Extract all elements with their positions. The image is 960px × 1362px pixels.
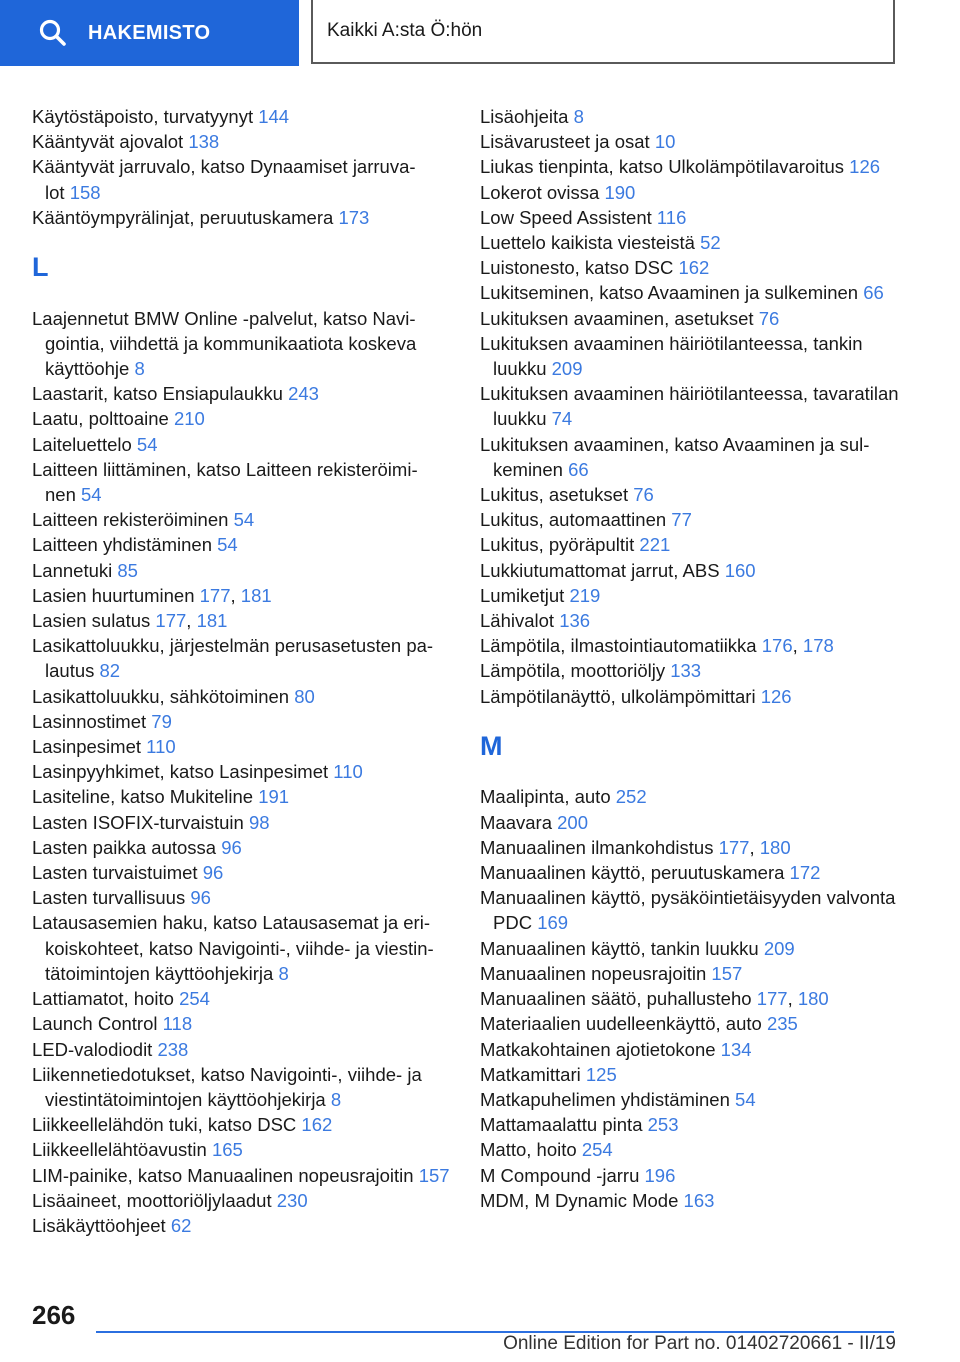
index-term: Laitteen yhdistäminen (32, 534, 212, 556)
index-entry (480, 608, 900, 633)
index-entry (32, 205, 452, 230)
index-term: Laitteen liittäminen, katso Laitteen rekisteröiminen (32, 458, 418, 506)
page-link[interactable]: 80 (294, 685, 315, 707)
page-link[interactable]: 116 (656, 206, 687, 228)
page-link[interactable]: 8 (330, 1088, 342, 1110)
index-term: Luettelo kaikista viesteistä (480, 232, 695, 254)
index-term: Luistonesto, katso DSC (480, 257, 674, 279)
page-link[interactable]: 8 (573, 106, 584, 127)
index-entry: Lämpötila, ilmastointiautomatiikka 176, 178 (480, 635, 834, 657)
index-entry (480, 205, 900, 230)
page-link[interactable]: 125 (585, 1063, 617, 1085)
page-link[interactable]: 144 (258, 106, 290, 127)
page-link[interactable]: 76 (758, 307, 780, 329)
index-term: Lasten paikka autossa (32, 836, 217, 858)
index-entry (480, 230, 900, 255)
index-term: Lukituksen avaaminen, asetukset (480, 307, 754, 329)
page-link[interactable]: 235 (766, 1013, 798, 1035)
index-entry (32, 835, 452, 860)
index-term: Kääntyvät ajovalot (32, 131, 184, 153)
index-term: Lämpötila, ilmastointiautomatiikka (480, 635, 757, 657)
index-entry (480, 331, 900, 381)
index-entry (480, 810, 900, 835)
index-entry (32, 1011, 452, 1036)
page-link[interactable]: 54 (233, 509, 255, 531)
index-term: Lattiamatot, hoito (32, 988, 174, 1010)
index-term: Kääntöympyrälinjat, peruutuskamera (32, 206, 334, 228)
page-link[interactable]: 133 (670, 660, 702, 682)
page-link[interactable]: 190 (604, 181, 636, 203)
index-entry (32, 810, 452, 835)
index-term: Lämpötila, moottoriöljy (480, 660, 666, 682)
page-link[interactable]: 219 (569, 584, 601, 606)
page-link[interactable]: 110 (146, 736, 176, 758)
page-link[interactable]: 173 (338, 206, 370, 228)
index-term: Maavara (480, 811, 552, 833)
page-link[interactable]: 82 (99, 660, 121, 682)
index-term: Launch Control (32, 1013, 158, 1035)
index-term: Liikkeellelähtöavustin (32, 1139, 207, 1161)
page-link[interactable]: 169 (537, 912, 569, 934)
index-term: Laastarit, katso Ensiapulaukku (32, 383, 283, 405)
index-term: Lukitseminen, katso Avaaminen ja sulkeminen (480, 282, 859, 304)
page-link[interactable]: 110 (333, 761, 363, 783)
index-entry (480, 1011, 900, 1036)
index-entry (32, 860, 452, 885)
index-entry (480, 860, 900, 885)
index-button[interactable] (0, 0, 299, 66)
index-term: M Compound -jarru (480, 1164, 640, 1186)
index-entry (32, 684, 452, 709)
index-term: Lasten turvaistuimet (32, 862, 198, 884)
index-term: Käytöstäpoisto, turvatyynyt (32, 106, 254, 127)
page-link[interactable]: 158 (69, 181, 101, 203)
index-entry (32, 457, 452, 507)
index-entry (32, 986, 452, 1011)
index-term: Laatu, polttoaine (32, 408, 169, 430)
header (0, 0, 960, 66)
index-entry: Lasien huurtuminen 177, 181 (32, 584, 272, 606)
index-term: Maalipinta, auto (480, 786, 611, 808)
page-link[interactable]: 162 (678, 257, 710, 279)
index-entry (32, 1137, 452, 1162)
index-term: Laitteen rekisteröiminen (32, 509, 229, 531)
page-link[interactable]: 96 (202, 862, 224, 884)
section-title: Kaikki A:sta Ö:hön (311, 0, 895, 64)
index-entry (480, 280, 900, 305)
page-link[interactable]: 138 (188, 131, 220, 153)
page-link[interactable]: 96 (190, 887, 211, 909)
index-term: Low Speed Assistent (480, 206, 652, 228)
page-link[interactable]: 98 (248, 811, 270, 833)
index-entry (480, 784, 900, 809)
index-term: Lähivalot (480, 610, 555, 632)
page-link[interactable]: 74 (551, 408, 573, 430)
index-entry (32, 709, 452, 734)
index-term: Lukkiutumattomat jarrut, ABS (480, 559, 720, 581)
section-letter: M (480, 730, 503, 761)
index-entry: Manuaalinen ilmankohdistus 177, 180 (480, 836, 791, 858)
index-entry (480, 532, 900, 557)
page-link[interactable]: 172 (789, 862, 821, 884)
page-link[interactable]: 157 (418, 1164, 450, 1186)
index-term: Manuaalinen säätö, puhallusteho (480, 988, 752, 1010)
page-link[interactable]: 177 (155, 610, 187, 632)
page-link[interactable]: 254 (581, 1139, 613, 1161)
page-link[interactable]: 79 (151, 710, 172, 732)
index-entry: Manuaalinen säätö, puhallusteho 177, 180 (480, 988, 829, 1010)
page-link[interactable]: 209 (763, 937, 795, 959)
page-link[interactable]: 10 (654, 131, 676, 153)
page-link[interactable]: 160 (724, 559, 756, 581)
index-entry (480, 1163, 900, 1188)
index-entry (32, 734, 452, 759)
index-entry (32, 759, 452, 784)
index-term: Materiaalien uudelleenkäyttö, auto (480, 1013, 762, 1035)
page-link[interactable]: 210 (173, 408, 205, 430)
page-link[interactable]: 52 (700, 232, 721, 254)
index-term: Liukas tienpinta, katso Ulkolämpötilavaroitus (480, 156, 845, 178)
page-link[interactable]: 126 (849, 156, 881, 178)
index-term: Lumiketjut (480, 584, 565, 606)
page-link[interactable]: 54 (81, 484, 102, 506)
page-link[interactable]: 253 (647, 1114, 679, 1136)
index-entry (32, 1062, 452, 1112)
page-link[interactable]: 134 (720, 1038, 752, 1060)
index-entry (480, 658, 900, 683)
page-link[interactable]: 118 (162, 1013, 193, 1035)
index-term: Manuaalinen nopeusrajoitin (480, 962, 707, 984)
index-entry (32, 633, 452, 683)
index-term: Lukitus, automaattinen (480, 509, 667, 531)
index-term: Lisäaineet, moottoriöljylaadut (32, 1189, 272, 1211)
page-link[interactable]: 252 (615, 786, 647, 808)
index-term: Lasinnostimet (32, 710, 147, 732)
index-entry (32, 1163, 452, 1188)
page-link[interactable]: 54 (136, 433, 158, 455)
page-link[interactable]: 162 (301, 1114, 333, 1136)
index-entry (480, 381, 900, 431)
index-term: Manuaalinen ilmankohdistus (480, 836, 714, 858)
page-link[interactable]: 8 (134, 358, 145, 380)
index-term: Lannetuki (32, 559, 113, 581)
edition-note: Online Edition for Part no. 01402720661 - II/19 (503, 1333, 896, 1354)
index-term: Lukituksen avaaminen, katso Avaaminen ja sulkeminen (480, 433, 870, 480)
index-entry (32, 885, 452, 910)
page-number: 266 (32, 1300, 76, 1330)
index-term: Lasiteline, katso Mukiteline (32, 786, 254, 808)
page-link[interactable]: 177 (199, 584, 231, 606)
index-term: Matto, hoito (480, 1139, 577, 1161)
index-term: Lisävarusteet ja osat (480, 131, 650, 153)
page-link[interactable]: 54 (217, 534, 238, 556)
page-link[interactable]: 66 (863, 282, 884, 304)
index-entry (32, 154, 452, 204)
page-link[interactable]: 254 (179, 988, 210, 1010)
index-term: Lokerot ovissa (480, 181, 600, 203)
page-link[interactable]: 178 (802, 635, 834, 657)
index-term: Laajennetut BMW Online -palvelut, katso Navigointia, viihdettä ja kommunikaatiota koskeva käyttöohje (32, 307, 417, 380)
index-column-right (480, 104, 900, 1213)
index-entry (480, 129, 900, 154)
index-column-left (32, 104, 452, 1238)
index-term: Liikennetiedotukset, katso Navigointi-, viihde- ja viestintätoimintojen käyttöohjekirja (32, 1063, 422, 1110)
index-term: Lasinpyyhkimet, katso Lasinpesimet (32, 761, 329, 783)
index-term: Matkapuhelimen yhdistäminen (480, 1088, 730, 1110)
page-link[interactable]: 177 (756, 988, 788, 1010)
index-entry: Lasien sulatus 177, 181 (32, 610, 228, 632)
index-term: Lasten turvallisuus (32, 887, 186, 909)
page-link[interactable]: 157 (711, 962, 743, 984)
index-entry (32, 1037, 452, 1062)
index-term: Manuaalinen käyttö, peruutuskamera (480, 862, 785, 884)
page-link[interactable]: 77 (671, 509, 692, 531)
page-link[interactable]: 176 (761, 635, 793, 657)
page-link[interactable]: 165 (211, 1139, 243, 1161)
index-term: Lasikattoluukku, järjestelmän perusasetusten palautus (32, 635, 434, 682)
index-term: Matkakohtainen ajotietokone (480, 1038, 716, 1060)
index-entry (480, 507, 900, 532)
index-term: Manuaalinen käyttö, pysäköintietäisyyden valvonta PDC (480, 887, 896, 934)
page-link[interactable]: 200 (557, 811, 588, 833)
index-entry (480, 104, 900, 129)
index-term: Lasinpesimet (32, 736, 142, 758)
index-term: MDM, M Dynamic Mode (480, 1189, 679, 1211)
page-link[interactable]: 181 (240, 584, 272, 606)
page-link[interactable]: 66 (568, 458, 589, 480)
index-term: Lisäohjeita (480, 106, 569, 127)
page-link[interactable]: 85 (117, 559, 138, 581)
index-entry (480, 684, 900, 709)
index-entry (480, 1188, 900, 1213)
index-term: Manuaalinen käyttö, tankin luukku (480, 937, 759, 959)
index-entry (32, 129, 452, 154)
index-entry (32, 558, 452, 583)
index-term: Matkamittari (480, 1063, 581, 1085)
index-entry (32, 306, 452, 382)
page-link[interactable]: 230 (276, 1189, 308, 1211)
index-entry (480, 1087, 900, 1112)
page-link[interactable]: 177 (718, 836, 750, 858)
index-entry (32, 1188, 452, 1213)
page-link[interactable]: 191 (258, 786, 290, 808)
page-link[interactable]: 96 (221, 836, 242, 858)
page-link[interactable]: 196 (644, 1164, 676, 1186)
index-term: Lämpötilanäyttö, ulkolämpömittari (480, 685, 756, 707)
index-entry (480, 180, 900, 205)
index-entry (480, 432, 900, 482)
index-entry (480, 1037, 900, 1062)
page-link[interactable]: 180 (759, 836, 791, 858)
index-term: Lukitus, pyöräpultit (480, 534, 635, 556)
index-entry (480, 583, 900, 608)
index-term: Lukituksen avaaminen häiriötilanteessa, tavaratilan luukku (480, 383, 899, 430)
index-entry (480, 255, 900, 280)
index-term: Lukitus, asetukset (480, 484, 629, 506)
index-entry (480, 558, 900, 583)
index-button-label: HAKEMISTO (88, 21, 211, 44)
index-entry (32, 381, 452, 406)
index-term: Lukituksen avaaminen häiriötilanteessa, tankin luukku (480, 332, 863, 380)
index-entry (32, 1213, 452, 1238)
index-entry (32, 1112, 452, 1137)
page-link[interactable]: 221 (639, 534, 671, 556)
page-link[interactable]: 8 (278, 962, 289, 984)
index-entry (480, 1112, 900, 1137)
page-link[interactable]: 181 (196, 610, 228, 632)
index-entry (32, 784, 452, 809)
page-link[interactable]: 238 (157, 1038, 189, 1060)
index-entry (480, 936, 900, 961)
index-entry (480, 306, 900, 331)
index-entry (32, 104, 452, 129)
index-term: Latausasemien haku, katso Latausasemat ja erikoiskohteet, katso Navigointi-, viihde- ja viestintätoimintojen käyttöohjekirja (32, 912, 434, 984)
search-icon (38, 18, 68, 48)
page-link[interactable]: 54 (735, 1088, 756, 1110)
page-link[interactable]: 76 (633, 484, 654, 506)
index-entry (480, 1062, 900, 1087)
page-link[interactable]: 126 (760, 685, 792, 707)
page-link[interactable]: 243 (288, 383, 319, 405)
page-link[interactable]: 209 (551, 358, 583, 380)
page-link[interactable]: 163 (683, 1189, 715, 1211)
index-entry (32, 406, 452, 431)
index-term: Liikkeellelähdön tuki, katso DSC (32, 1114, 297, 1136)
index-term: Lasien huurtuminen (32, 584, 195, 606)
section-letter: L (32, 252, 49, 283)
index-term: Lasikattoluukku, sähkötoiminen (32, 685, 290, 707)
index-term: LIM-painike, katso Manuaalinen nopeusrajoitin (32, 1164, 414, 1186)
index-entry (480, 961, 900, 986)
page-link[interactable]: 180 (797, 988, 829, 1010)
page-link[interactable]: 136 (559, 610, 591, 632)
index-entry (32, 432, 452, 457)
index-term: Lasien sulatus (32, 610, 151, 632)
index-term: LED-valodiodit (32, 1038, 153, 1060)
index-entry (32, 532, 452, 557)
index-term: Lisäkäyttöohjeet (32, 1214, 166, 1236)
index-entry (480, 885, 900, 935)
index-term: Lasten ISOFIX-turvaistuin (32, 811, 244, 833)
index-entry (480, 154, 900, 179)
index-entry (32, 507, 452, 532)
index-entry (480, 482, 900, 507)
index-term: Mattamaalattu pinta (480, 1114, 643, 1136)
index-entry (480, 1137, 900, 1162)
page-link[interactable]: 62 (170, 1214, 192, 1236)
index-term: Laiteluettelo (32, 433, 132, 455)
index-term: Kääntyvät jarruvalo, katso Dynaamiset jarruvalot (32, 156, 416, 203)
index-entry (32, 910, 452, 986)
